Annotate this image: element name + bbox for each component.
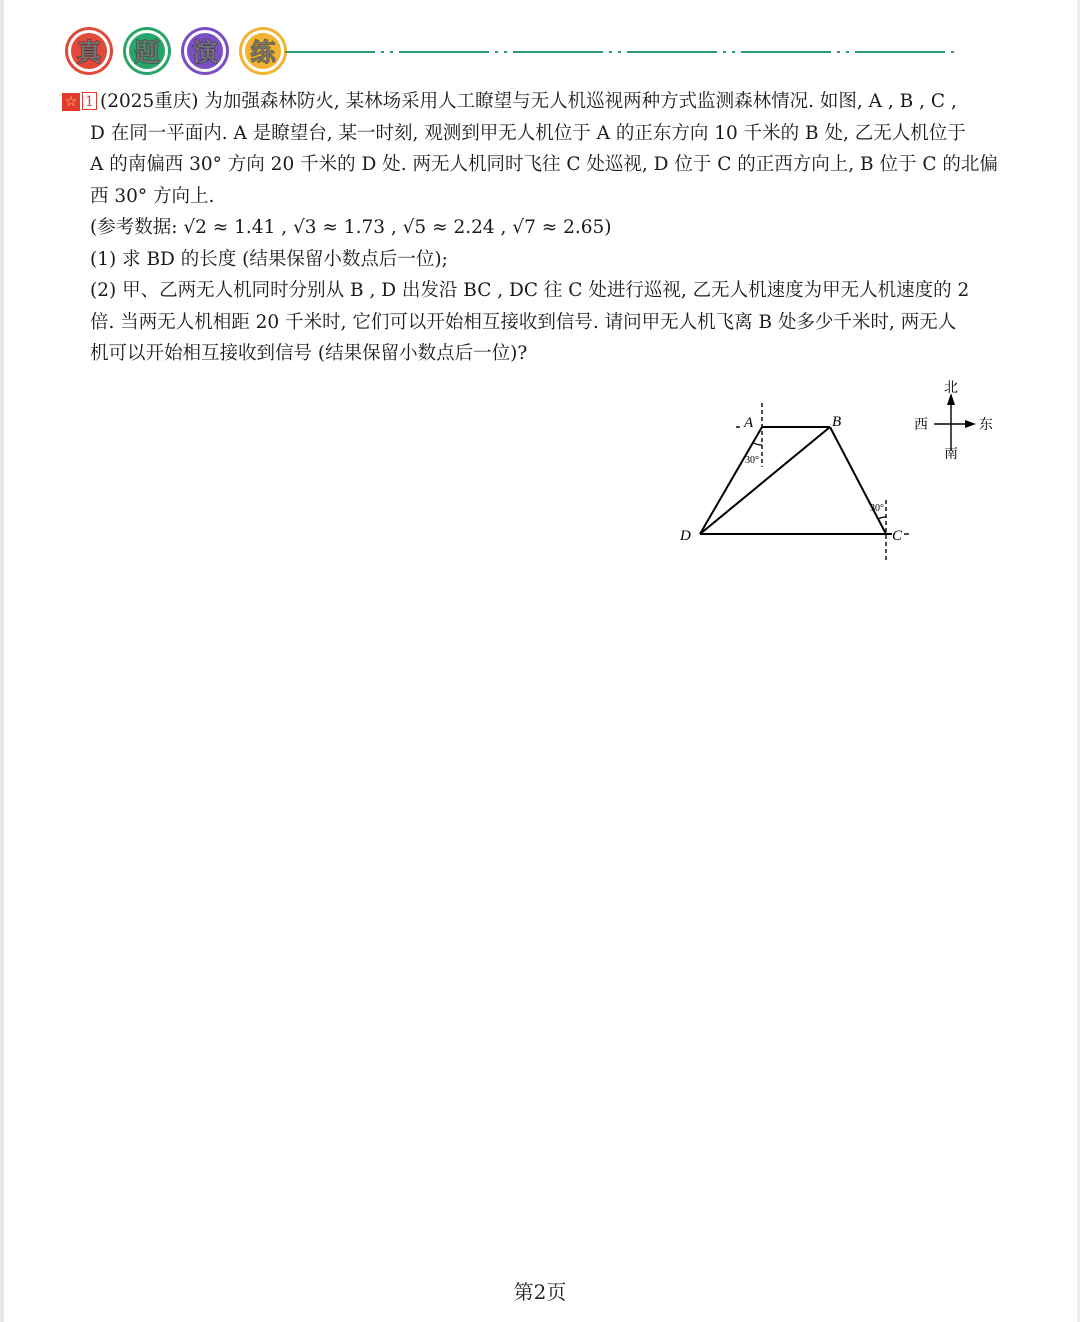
question-number: 1 xyxy=(82,92,97,110)
label-d: D xyxy=(680,528,691,544)
sub-question-2-line-3: 机可以开始相互接收到信号 (结果保留小数点后一位)? xyxy=(90,343,528,364)
header-badge-ti: 题 xyxy=(126,30,168,72)
reference-data: (参考数据: √2 ≈ 1.41 , √3 ≈ 1.73 , √5 ≈ 2.24 , √7 ≈ 2.65) xyxy=(90,217,612,238)
geometry-figure xyxy=(660,375,1020,575)
page-left-edge xyxy=(0,0,4,1322)
header-divider xyxy=(285,50,960,54)
compass-south: 南 xyxy=(944,446,958,462)
question-block xyxy=(62,86,1012,370)
compass-icon xyxy=(914,380,993,462)
page-number: 第2页 xyxy=(513,1280,567,1304)
star-icon: ☆ xyxy=(62,93,80,111)
compass-north: 北 xyxy=(944,380,958,396)
header-badge-lian: 练 xyxy=(242,30,284,72)
angle-label-c: 30° xyxy=(870,503,884,514)
label-b: B xyxy=(832,414,842,430)
question-line-3: A 的南偏西 30° 方向 20 千米的 D 处. 两无人机同时飞往 C 处巡视, D 位于 C 的正西方向上, B 位于 C 的北偏 xyxy=(90,154,998,175)
question-text-1: (2025重庆) 为加强森林防火, 某林场采用人工瞭望与无人机巡视两种方式监测森林情况. 如图, A , B , C , xyxy=(100,91,957,112)
question-line-2: D 在同一平面内. A 是瞭望台, 某一时刻, 观测到甲无人机位于 A 的正东方向 10 千米的 B 处, 乙无人机位于 xyxy=(90,122,966,144)
compass-east: 东 xyxy=(979,417,993,433)
angle-arc-a xyxy=(753,443,762,445)
segment-bc xyxy=(830,427,886,534)
segment-ad xyxy=(700,427,762,534)
header-badge-yan: 演 xyxy=(184,30,226,72)
sub-question-1: (1) 求 BD 的长度 (结果保留小数点后一位); xyxy=(90,248,448,270)
label-c: C xyxy=(892,528,903,544)
segment-bd xyxy=(700,427,830,534)
angle-label-a: 30° xyxy=(745,455,759,466)
angle-arc-c xyxy=(878,517,886,519)
question-line-4: 西 30° 方向上. xyxy=(90,185,215,207)
header-badge-zhen: 真 xyxy=(68,30,110,72)
label-a: A xyxy=(744,415,754,431)
compass-west: 西 xyxy=(914,417,928,433)
sub-question-2-line-1: (2) 甲、乙两无人机同时分别从 B , D 出发沿 BC , DC 往 C 处进行巡视, 乙无人机速度为甲无人机速度的 2 xyxy=(90,280,970,301)
sub-question-2-line-2: 倍. 当两无人机相距 20 千米时, 它们可以开始相互接收到信号. 请问甲无人机飞离 B 处多少千米时, 两无人 xyxy=(90,311,957,333)
question-line-1 xyxy=(62,86,1012,118)
